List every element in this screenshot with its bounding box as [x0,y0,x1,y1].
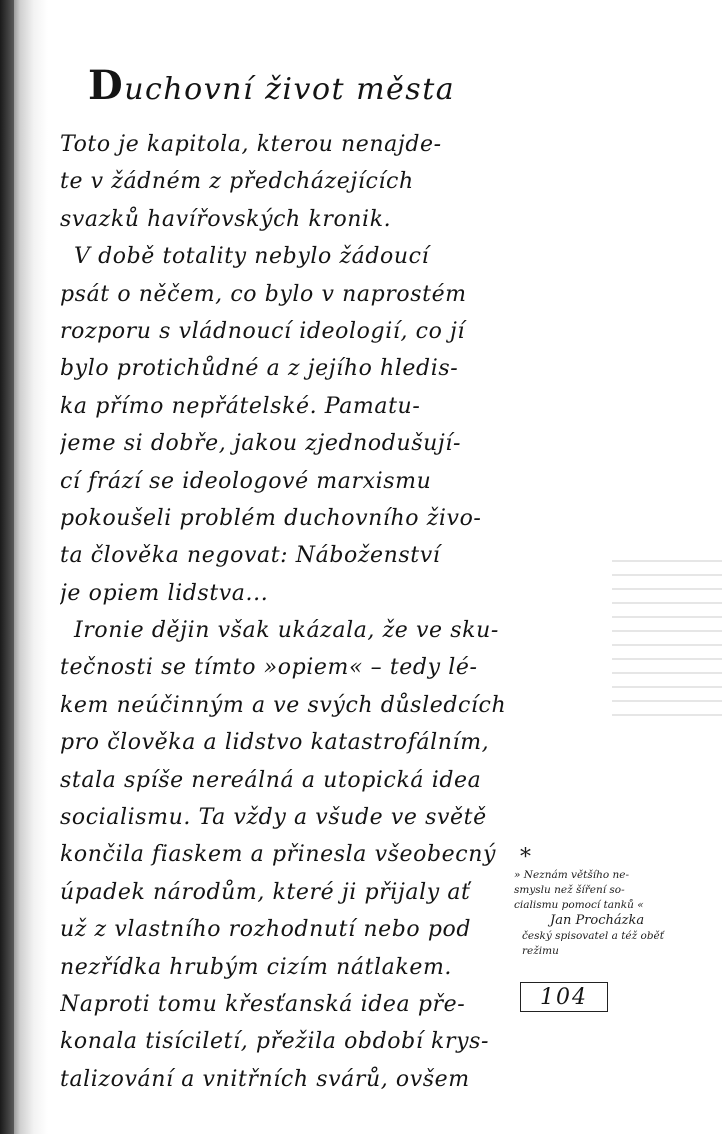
title-rest: uchovní život města [124,72,456,107]
author-role: režimu [522,945,559,957]
quote-line: smyslu než šíření so- [514,884,625,896]
text-line: V době totality nebylo žádoucí [74,244,430,270]
text-line: jeme si dobře, jakou zjednodušují- [60,431,461,457]
body-text [60,126,515,1098]
text-line: pro člověka a lidstvo katastrofálním, [60,730,490,756]
text-line: Toto je kapitola, kterou nenajde- [60,132,442,157]
title-dropcap: D [88,62,125,109]
text-line: končila fiaskem a přinesla všeobecný [60,842,497,868]
text-line: úpadek národům, které ji přijaly ať [60,879,471,905]
page-number: 104 [520,982,608,1012]
text-line: Naproti tomu křesťanská idea pře- [60,991,466,1017]
text-line: svazků havířovských kronik. [60,206,392,232]
show-through-bleed [612,560,722,720]
quote-line: cialismu pomocí tanků « [514,899,644,911]
asterisk-icon: * [520,845,531,870]
text-line: bylo protichůdné a z jejího hledis- [60,356,459,382]
text-line: psát o něčem, co bylo v naprostém [60,281,467,307]
text-line: je opiem lidstva... [60,580,269,606]
text-line: ka přímo nepřátelské. Pamatu- [60,393,421,419]
text-line: te v žádném z předcházejících [60,169,414,195]
quote-line: » Neznám většího ne- [514,869,630,881]
text-line: talizování a vnitřních svárů, ovšem [60,1066,470,1092]
text-line: konala tisíciletí, přežila období krys- [60,1029,490,1055]
text-line: tečnosti se tímto »opiem« – tedy lé- [60,655,478,681]
book-gutter-shadow [0,0,14,1134]
text-line: Ironie dějin však ukázala, že ve sku- [74,618,499,644]
text-line: ta člověka negovat: Náboženství [60,543,441,569]
text-line: cí frází se ideologové marxismu [60,468,432,494]
text-line: rozporu s vládnoucí ideologií, co jí [60,318,466,344]
margin-quote [514,845,709,960]
quote-author: Jan Procházka [550,913,645,928]
text-line: už z vlastního rozhodnutí nebo pod [60,917,472,943]
author-role: český spisovatel a též oběť [522,930,664,942]
text-line: kem neúčinným a ve svých důsledcích [60,692,507,718]
text-line: socialismu. Ta vždy a všude ve světě [60,805,487,831]
text-line: nezřídka hrubým cizím nátlakem. [60,954,452,980]
text-line: stala spíše nereálná a utopická idea [60,767,482,793]
chapter-title [88,58,508,114]
text-line: pokoušeli problém duchovního živo- [60,505,482,531]
